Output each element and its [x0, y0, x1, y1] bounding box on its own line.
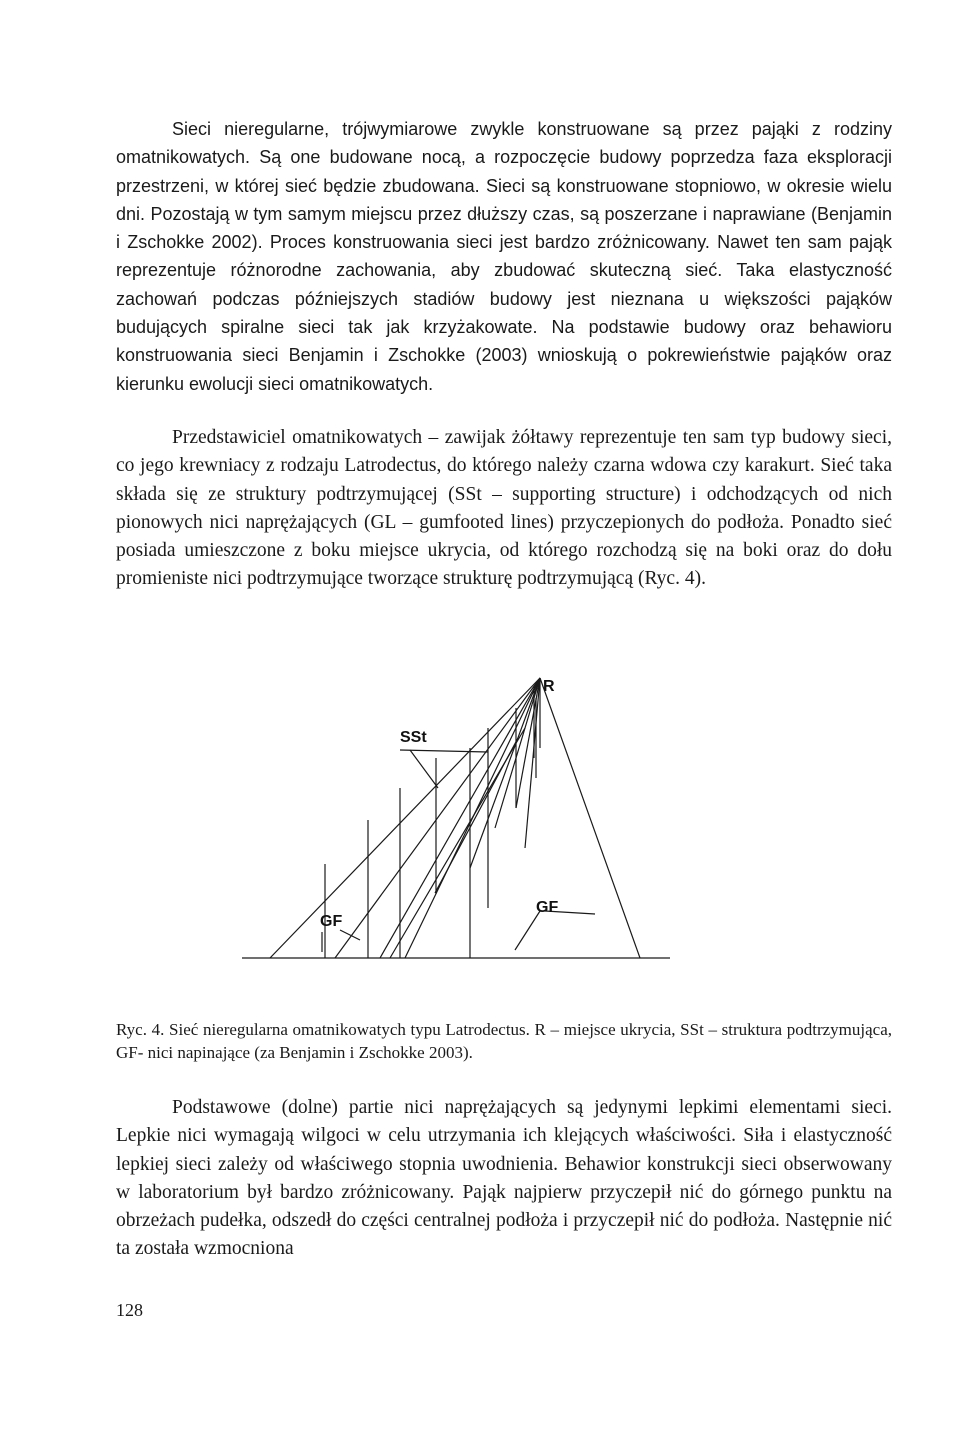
- web-diagram-svg: [240, 668, 680, 968]
- label-gf-left: GF: [320, 913, 343, 930]
- label-pointer-gf-right: [515, 911, 540, 950]
- figure-web-diagram: [240, 668, 680, 968]
- support-thread-right: [540, 678, 640, 958]
- page-number: 128: [116, 1300, 143, 1320]
- radial-thread: [335, 678, 540, 958]
- label-sst: SSt: [400, 729, 427, 746]
- paragraph-web-intro: Sieci nieregularne, trójwymiarowe zwykle konstruowane są przez pająki z rodziny omatnikowatych. Są one budowane nocą, a rozpoczęcie budowy poprzedza faza eksploracji przestrzeni, w której sieć będzie zbudowana. Sieci są konstruowane stopniowo, w okresie wielu dni. Pozostają w tym samym miejscu przez dłuższy czas, są poszerzane i naprawiane (Benjamin i Zschokke 2002). Proces konstruowania sieci jest bardzo zróżnicowany. Nawet ten sam pająk reprezentuje różnorodne zachowania, aby zbudować skuteczną sieć. Taka elastyczność zachowań podczas późniejszych stadiów budowy jest nieznana u większości pająków budujących spiralne sieci tak jak krzyżakowate. Na podstawie budowy oraz behawioru konstruowania sieci Benjamin i Zschokke (2003) wnioskują o pokrewieństwie pająków oraz kierunku ewolucji sieci omatnikowatych.: [116, 119, 892, 394]
- label-r: R: [543, 678, 555, 695]
- radial-thread: [470, 678, 540, 868]
- figure-caption: Ryc. 4. Sieć nieregularna omatnikowatych typu Latrodectus. R – miejsce ukrycia, SSt – struktura podtrzymująca, GF- nici napinające (za Benjamin i Zschokke 2003).: [116, 1020, 892, 1062]
- label-pointer-sst: [410, 750, 438, 788]
- support-thread-left: [270, 678, 540, 958]
- radial-thread: [435, 738, 518, 893]
- paragraph-web-behavior: Podstawowe (dolne) partie nici naprężających są jedynymi lepkimi elementami sieci. Lepkie nici wymagają wilgoci w celu utrzymania ich klejących właściwości. Siła i elastyczność lepkiej sieci zależy od właściwego stopnia uwodnienia. Behawior konstrukcji sieci obserwowany w laboratorium był bardzo zróżnicowany. Pająk najpierw przyczepił nić do górnego punktu na obrzeżach pudełka, odszedł do części centralnej podłoża i przyczepił nić do podłoża. Następnie nić ta została wzmocniona: [116, 1097, 892, 1260]
- paragraph-web-structure: Przedstawiciel omatnikowatych – zawijak żółtawy reprezentuje ten sam typ budowy sieci, co jego krewniacy z rodzaju Latrodectus, do którego należy czarna wdowa czy karakurt. Sieć taka składa się ze struktury podtrzymującej (SSt – supporting structure) i odchodzących od nich pionowych nici naprężających (GL – gumfooted lines) przyczepionych do podłoża. Ponadto sieć posiada umieszczone z boku miejsce ukrycia, od którego rozchodzą się na boki oraz do dołu promieniste nici podtrzymujące tworzące strukturę podtrzymującą (Ryc. 4).: [116, 427, 892, 590]
- label-pointer-sst: [400, 750, 488, 752]
- label-gf-right: GF: [536, 899, 559, 916]
